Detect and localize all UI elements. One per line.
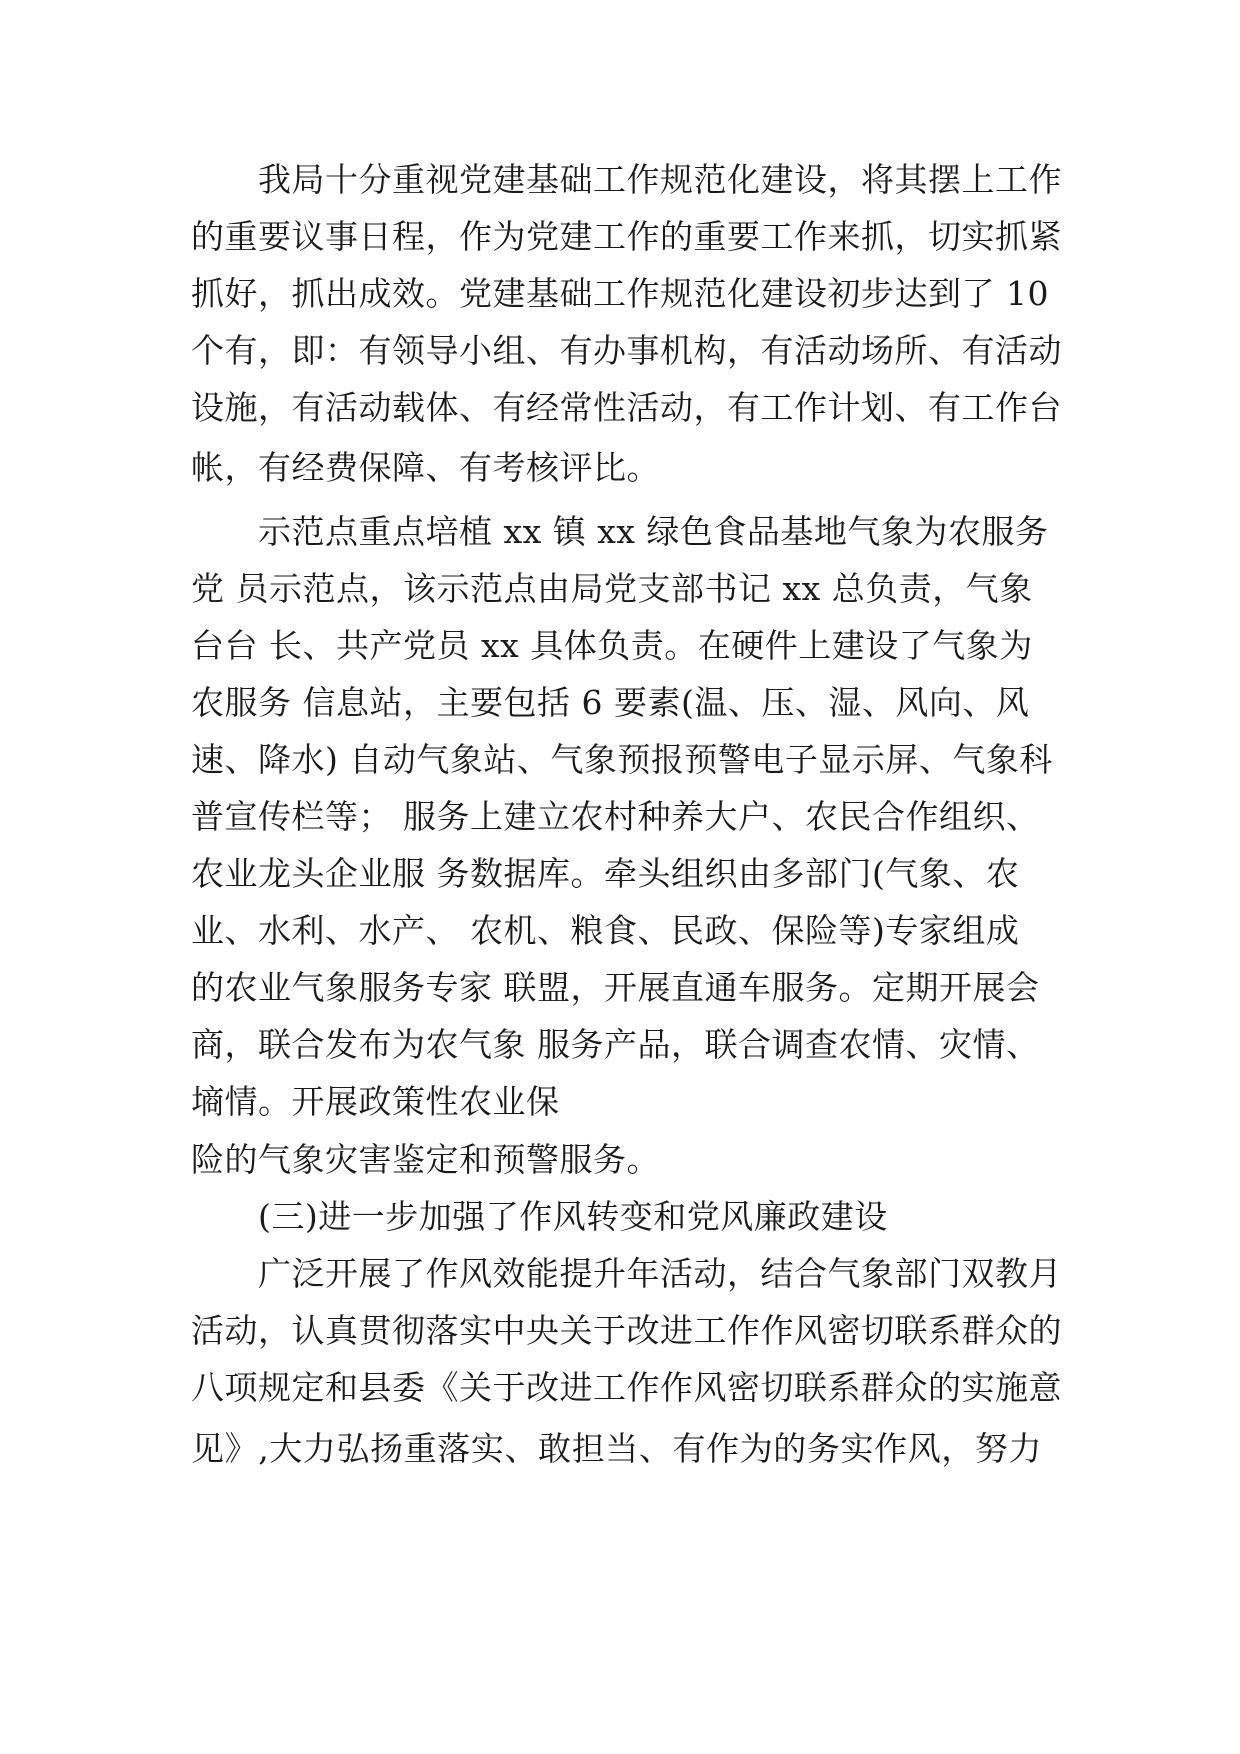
paragraph-line: 的重要议事日程，作为党建工作的重要工作来抓，切实抓紧 xyxy=(191,217,1062,256)
paragraph-line: 我局十分重视党建基础工作规范化建设，将其摆上工作 xyxy=(258,160,1062,199)
paragraph-line: 商，联合发布为农气象 服务产品，联合调查农情、灾情、 xyxy=(191,1025,1040,1064)
paragraph-line: 示范点重点培植 xx 镇 xx 绿色食品基地气象为农服务 xyxy=(258,512,1049,551)
paragraph-line: 农服务 信息站，主要包括 6 要素(温、压、湿、风向、风 xyxy=(191,683,1030,722)
paragraph-line: 抓好，抓出成效。党建基础工作规范化建设初步达到了 10 xyxy=(191,274,1049,313)
paragraph-line: 普宣传栏等； 服务上建立农村种养大户、农民合作组织、 xyxy=(191,797,1040,836)
paragraph-line: 墒情。开展政策性农业保 xyxy=(191,1082,560,1121)
paragraph-line: 设施，有活动载体、有经常性活动，有工作计划、有工作台 xyxy=(191,388,1062,427)
paragraph-line: 广泛开展了作风效能提升年活动，结合气象部门双教月 xyxy=(258,1254,1062,1293)
paragraph-line: 农业龙头企业服 务数据库。牵头组织由多部门(气象、农 xyxy=(191,854,1020,893)
paragraph-line: 业、水利、水产、 农机、粮食、民政、保险等)专家组成 xyxy=(191,911,1020,950)
paragraph-line: 的农业气象服务专家 联盟，开展直通车服务。定期开展会 xyxy=(191,968,1040,1007)
paragraph-line: 党 员示范点，该示范点由局党支部书记 xx 总负责，气象 xyxy=(191,569,1033,608)
paragraph-line: 台台 长、共产党员 xx 具体负责。在硬件上建设了气象为 xyxy=(191,626,1033,665)
paragraph-line: 活动，认真贯彻落实中央关于改进工作作风密切联系群众的 xyxy=(191,1311,1062,1350)
paragraph-line: 险的气象灾害鉴定和预警服务。 xyxy=(191,1140,660,1179)
paragraph-line: 见》,大力弘扬重落实、敢担当、有作为的务实作风，努力 xyxy=(191,1429,1042,1468)
paragraph-line: 八项规定和县委《关于改进工作作风密切联系群众的实施意 xyxy=(191,1368,1062,1407)
paragraph-line: 个有，即：有领导小组、有办事机构，有活动场所、有活动 xyxy=(191,331,1062,370)
paragraph-line: 帐，有经费保障、有考核评比。 xyxy=(191,448,660,487)
section-heading: (三)进一步加强了作风转变和党风廉政建设 xyxy=(258,1197,888,1236)
paragraph-line: 速、降水) 自动气象站、气象预报预警电子显示屏、气象科 xyxy=(191,740,1053,779)
